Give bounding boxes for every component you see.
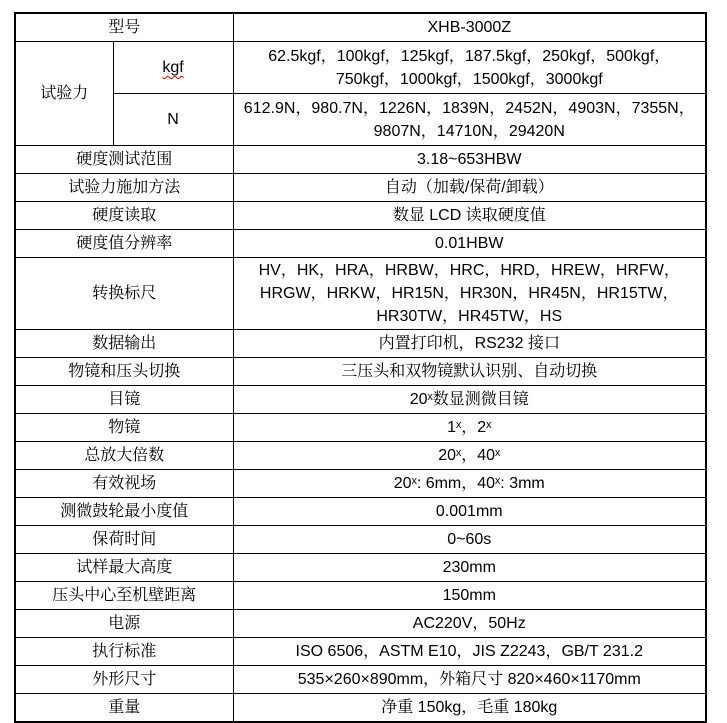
spec-row-value: 3.18~653HBW	[233, 146, 706, 174]
spec-row-value: 535×260×890mm，外箱尺寸 820×460×1170mm	[233, 666, 706, 694]
spec-row	[15, 442, 706, 470]
spec-row-value: 数显 LCD 读取硬度值	[233, 202, 706, 230]
spec-row-value: 0.01HBW	[233, 230, 706, 258]
spec-row-label: 外形尺寸	[15, 666, 233, 694]
test-force-label: 试验力	[15, 42, 113, 146]
spec-row-label: 重量	[15, 694, 233, 723]
test-force-row-n	[15, 94, 706, 146]
spec-row-label: 转换标尺	[15, 258, 233, 330]
spec-row-value: 150mm	[233, 582, 706, 610]
test-force-n-label: N	[113, 94, 233, 146]
spec-row-value: 20ˣ数显测微目镜	[233, 386, 706, 414]
test-force-kgf-value: 62.5kgf，100kgf，125kgf，187.5kgf，250kgf，500kgf，750kgf，1000kgf，1500kgf，3000kgf	[233, 42, 706, 94]
spec-row-value: 内置打印机，RS232 接口	[233, 330, 706, 358]
spec-row-value: 净重 150kg，毛重 180kg	[233, 694, 706, 723]
spec-row-label: 物镜和压头切换	[15, 358, 233, 386]
spec-row	[15, 146, 706, 174]
spec-row	[15, 554, 706, 582]
spec-row-value: 三压头和双物镜默认识别、自动切换	[233, 358, 706, 386]
spec-row	[15, 582, 706, 610]
spec-row	[15, 638, 706, 666]
spec-row-value: 0.001mm	[233, 498, 706, 526]
spec-row	[15, 610, 706, 638]
spec-row	[15, 358, 706, 386]
spec-row-label: 总放大倍数	[15, 442, 233, 470]
spec-row	[15, 414, 706, 442]
spec-row-value: AC220V，50Hz	[233, 610, 706, 638]
spec-row	[15, 694, 706, 723]
spec-row-value: ISO 6506，ASTM E10，JIS Z2243，GB/T 231.2	[233, 638, 706, 666]
spec-row	[15, 666, 706, 694]
spec-row-value: 230mm	[233, 554, 706, 582]
spec-row-value: HV，HK，HRA，HRBW，HRC，HRD，HREW，HRFW，HRGW，HRKW，HR15N，HR30N，HR45N，HR15TW，HR30TW，HR45TW，HS	[233, 258, 706, 330]
test-force-row-kgf	[15, 42, 706, 94]
spec-row-label: 硬度读取	[15, 202, 233, 230]
kgf-unit-label: kgf	[162, 59, 184, 76]
spec-row-value: 1ˣ，2ˣ	[233, 414, 706, 442]
spec-row-value: 自动（加载/保荷/卸载）	[233, 174, 706, 202]
spec-row	[15, 174, 706, 202]
spec-row	[15, 386, 706, 414]
spec-row-label: 保荷时间	[15, 526, 233, 554]
spec-row-label: 硬度测试范围	[15, 146, 233, 174]
spec-row	[15, 470, 706, 498]
test-force-n-value: 612.9N，980.7N，1226N，1839N，2452N，4903N，7355N，9807N，14710N，29420N	[233, 94, 706, 146]
spec-row	[15, 498, 706, 526]
spec-row-value: 20ˣ，40ˣ	[233, 442, 706, 470]
spec-row-label: 测微鼓轮最小度值	[15, 498, 233, 526]
spec-row	[15, 258, 706, 330]
spec-row-label: 硬度值分辨率	[15, 230, 233, 258]
spec-row-label: 执行标准	[15, 638, 233, 666]
spec-row-label: 有效视场	[15, 470, 233, 498]
spec-row	[15, 202, 706, 230]
spec-row	[15, 230, 706, 258]
spec-row-value: 0~60s	[233, 526, 706, 554]
spec-row-value: 20ˣ: 6mm，40ˣ: 3mm	[233, 470, 706, 498]
spec-row-label: 目镜	[15, 386, 233, 414]
spec-row-label: 试样最大高度	[15, 554, 233, 582]
spec-row-label: 物镜	[15, 414, 233, 442]
model-row	[15, 13, 706, 42]
test-force-kgf-label	[113, 42, 233, 94]
spec-row	[15, 330, 706, 358]
spec-row	[15, 526, 706, 554]
spec-row-label: 电源	[15, 610, 233, 638]
model-label: 型号	[15, 13, 233, 42]
model-value: XHB-3000Z	[233, 13, 706, 42]
spec-table	[14, 12, 707, 723]
spec-row-label: 数据输出	[15, 330, 233, 358]
spec-row-label: 试验力施加方法	[15, 174, 233, 202]
spec-row-label: 压头中心至机壁距离	[15, 582, 233, 610]
